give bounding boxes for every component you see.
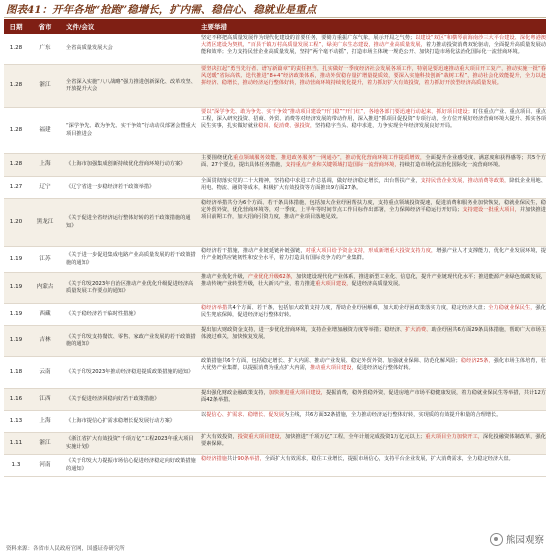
measure-text: 盯住重点产业、重点项目、重点工程，深入研究投资、招商、外贸、消费等对经济发展的带动作用，深入推进“抓项目促投资”专项行动，全方位开展好经济营商环境大提升、抓实各项民生实事，扎实做好就业	[201, 109, 546, 130]
table-row	[4, 455, 546, 477]
row-date: 1.19	[9, 310, 23, 317]
row-doc: 《关于促进全省经济运行整体好转的若干政策措施的通知》	[66, 215, 191, 229]
row-doc: 《关于印发大力提振市场信心促进经济稳定向好政策措施的通知》	[66, 458, 196, 472]
row-date: 1.16	[9, 395, 23, 402]
row-date: 1.28	[9, 82, 23, 89]
highlight-text: 全力稳就业保民生，	[488, 305, 536, 311]
row-measures	[198, 389, 546, 410]
highlight-text: 90条举措，	[237, 456, 265, 462]
row-province: 江西	[39, 395, 51, 402]
measure-text: 提出强化财政金融政策支持，	[201, 390, 269, 396]
header-province: 省市	[38, 23, 52, 31]
measure-text: 全面贯彻落实党的二十大精神，坚持稳中求进工作总基调，做好经济稳定增长，出台帮扶产业，	[201, 178, 421, 184]
table-row	[4, 108, 546, 154]
highlight-text: 提信心、扩需求、稳增长、促发展	[206, 412, 285, 418]
highlight-text: 推动重大项目建设，	[309, 365, 357, 372]
highlight-text: 支持重点产业和关键领域打造国际一流营商环境，	[285, 162, 400, 169]
measure-text: 推动产业优化升级，	[201, 274, 248, 280]
watermark-logo	[490, 532, 544, 546]
row-measures	[198, 34, 546, 64]
highlight-text: 要深入实施科技创新“栽树工程”，	[393, 73, 473, 80]
row-doc: 《关于印发2023年自治区推动产业优化升级促进经济高质量发展工作要点的通知》	[66, 280, 194, 294]
measure-text: 共计	[226, 456, 238, 462]
highlight-text: 支持建设一批重大项目，	[462, 207, 520, 214]
figure-title: 图表41：开年各地“抢跑”稳增长，扩内需、稳信心、稳就业是重点	[6, 4, 317, 16]
table-row	[4, 65, 546, 108]
row-date: 1.28	[9, 161, 23, 168]
measure-text: 持续打造市场化法治化国际化一流营商环境。	[399, 162, 504, 169]
table-body	[4, 34, 546, 477]
measure-text: 降低企业用地、用电、物流、融资等成本，积极扩大有效投资等方面推出9方面27条。	[201, 178, 546, 192]
row-date: 1.27	[9, 183, 23, 190]
row-measures	[198, 199, 546, 246]
measure-text: 稳经济若干措施，推动产业链延链补链强链，	[201, 248, 306, 254]
row-measures	[198, 411, 546, 432]
row-measures	[198, 357, 546, 388]
row-measures	[198, 273, 546, 303]
measure-text: 助企纾困共6方面29条具体措施，帮助广大市场主体渡过难关，加快恢复发展。	[201, 327, 546, 341]
highlight-text: 稳经济措施	[201, 456, 227, 462]
highlight-text: 对重大项目给予资金支持，形成新增重大投资支持力度，	[305, 248, 437, 254]
source-note: 资料来源：各省市人民政府官网，国盛证券研究所	[6, 546, 125, 552]
row-date: 1.3	[11, 461, 21, 468]
highlight-text: 稳经济举措	[201, 305, 228, 311]
row-province: 福建	[39, 126, 51, 133]
measure-text: 促进经济高质量发展。	[351, 281, 404, 288]
measure-text: 着力推动投资消费双轮驱动，全面提升高质量发展动能和效率；全力支持民营企业高质量发展，坚持“两个毫不动摇”，打造市场主体统一规范公开、加快打造市场化法治化国际化一流营商环境。	[201, 42, 546, 56]
table-row	[4, 154, 546, 177]
highlight-text: 加快推进重大项目建设，	[268, 390, 326, 396]
measure-text: 并加快推进项目前期工作，加大招商引资力度，推动产业项目落地见效。	[201, 207, 546, 221]
row-date: 1.19	[9, 284, 23, 291]
row-measures	[198, 108, 546, 153]
row-date: 1.13	[9, 417, 23, 424]
row-doc: 《浙江省扩大有效投资“千项万亿”工程2023年重大项目实施计划》	[66, 436, 194, 450]
row-doc: 《关于稳经济若干临时性措施》	[66, 310, 139, 317]
highlight-text: 重点领域服务效能、推进政务服务“一网通办”，推动优化营商环境工作提质增效，	[233, 155, 426, 161]
measure-text: 政策措施共6个方面，包括稳定增长、扩大内需、推动产业发展、稳定外贸外资、加强就业保障、防范化解风险；	[201, 358, 461, 364]
row-doc: 《关于促进经济回稳向好若干政策措施》	[66, 395, 160, 402]
highlight-text: 稳岗、促消费、强投资，	[258, 123, 316, 130]
row-doc: 《关于印发2023年推动经济稳进提质政策措施的通知》	[66, 368, 194, 375]
measure-text: 全面扩大有效需求，稳住工业增长，提振市场信心，支持平台企业发展，扩大消费需求，全力稳定经济大盘。	[264, 456, 514, 462]
measure-text: 稳经济、	[384, 327, 406, 333]
row-date: 1.28	[9, 45, 23, 52]
row-date: 1.19	[9, 337, 23, 344]
measure-text: 促进经济运行整体好转。	[356, 365, 414, 372]
table-row	[4, 304, 546, 326]
table-row	[4, 433, 546, 455]
measure-text: 提出加大财政资金支持，进一步优化营商环境，支持企业增加融资力度等举措；	[201, 327, 385, 333]
row-doc: 《关于印发支持餐饮、零售、家政产业发展的若干政策措施的通知》	[66, 333, 196, 347]
row-measures	[198, 177, 546, 198]
row-province: 云南	[39, 368, 51, 375]
highlight-text: 重大项目全力加快开工，	[425, 434, 483, 440]
row-province: 西藏	[39, 310, 51, 317]
logo-text: 熊园观察	[505, 535, 544, 546]
row-doc: 《辽宁省进一步稳经济若干政策举措》	[66, 183, 155, 190]
row-doc: 全省高质量发展大会	[66, 45, 113, 52]
title-divider	[4, 17, 546, 18]
measure-text: 提振消费，稳外贸稳外资，促进房地产市场平稳健康发展，着力稳就业保民生等举措，共计12方面42条举措。	[201, 390, 546, 404]
row-province: 内蒙古	[36, 284, 54, 291]
highlight-text: 投资重大项目建设，	[237, 434, 286, 440]
table-row	[4, 247, 546, 273]
row-province: 上海	[39, 417, 51, 424]
row-province: 广东	[39, 45, 51, 52]
row-doc: “深学争先、敢为争先、实干争效”行动动员部署会暨重大项目推进会	[66, 123, 196, 137]
measure-text: 加快推进“千项万亿”工程，全年计划完成投资1万亿元以上；	[285, 434, 426, 440]
row-measures	[198, 154, 546, 176]
measure-text: 扩大有效投资，	[201, 434, 238, 440]
measure-text: 增强产业人才支撑能力，优化产业发展环境，提升产业链供应链韧性和安全水平，着力打造具有国际竞争力的产业集群。	[201, 248, 546, 262]
row-date: 1.19	[9, 255, 23, 262]
row-date: 1.20	[9, 218, 23, 225]
measure-text: 全面提升企业感受度、满意度和获得感等；共5个方面、27个要点，提出具体任务措施，	[201, 155, 546, 169]
row-measures	[198, 65, 546, 107]
highlight-text: 扩大消费、	[405, 327, 432, 333]
measure-text: 坚定不移把高质量发展作为现代化建设的首要任务，要勠力重振广东气象，展示开局之气势；	[201, 35, 416, 41]
logo-icon	[490, 533, 503, 546]
table-header	[4, 19, 546, 34]
header-measures: 主要举措	[201, 23, 227, 31]
measure-text: 以	[201, 412, 207, 418]
highlight-text: 推动社会化效能提升，全力以赴拼经济、稳增长，推动经济运行整体好转，推动营商环境持续优化提升，着力抓好扩大有效投资，着力抓好开放型经济高质量发展。	[201, 73, 546, 87]
measure-text: 强化市场主体培育，壮大优势产业集群，以提振消费为重点扩大内需，	[201, 358, 546, 372]
row-province: 吉林	[39, 337, 51, 344]
row-doc: 《上海市提信心扩需求稳增长促发展行动方案》	[66, 417, 175, 424]
highlight-text: 要以“深学争先、敢为争先、实干争效”推动项目建设“开门稳”“开门红”，各地各部门要迅速行动起来，抓好项目建设；	[201, 109, 473, 115]
row-date: 1.28	[9, 126, 23, 133]
table-row	[4, 357, 546, 389]
row-doc: 全省深入实施“八八战略”强力推进创新深化、改革攻坚、开放提升大会	[66, 78, 196, 92]
row-measures	[198, 304, 546, 325]
policy-table	[4, 19, 546, 477]
row-province: 辽宁	[39, 183, 51, 190]
row-province: 浙江	[39, 82, 51, 89]
highlight-text: 以建设“双区”和横琴前海南沙三大平台建设、深化粤港澳大湾区建设为契机，“百县千镇万村高质量发展工程”，绿美广东生态建设，推动产业高质量发展，	[201, 35, 546, 49]
table-row	[4, 389, 546, 411]
row-date: 1.11	[9, 439, 23, 446]
header-date: 日期	[9, 23, 23, 31]
measure-text: 深化投融资体制改革，强化要素保障。	[201, 434, 546, 448]
row-measures	[198, 433, 546, 454]
row-date: 1.18	[9, 368, 23, 375]
row-doc: 《关于进一步促进集成电路产业高质量发展的若干政策措施的通知》	[66, 252, 196, 266]
table-row	[4, 34, 546, 65]
highlight-text: 产业优化升级62条，	[247, 274, 297, 280]
table-row	[4, 177, 546, 199]
row-province: 上海	[39, 161, 51, 168]
measure-text: 加快建设现代化产业体系，推进新型工业化、信息化，提升产业链现代化水平；推进能源产业绿色低碳发展，推动传统产业转型升级，壮大新兴产业，着力推进	[201, 274, 546, 288]
measure-text: 坚持稳字当头、稳中求进，力争实现全年经济发展良好开局。	[315, 123, 456, 130]
table-row	[4, 199, 546, 247]
highlight-text: 重大项目建设，	[315, 281, 352, 288]
header-doc: 文件/会议	[66, 23, 95, 31]
row-measures	[198, 247, 546, 272]
measure-text: 强化民生兜底保障，促进经济运行整体好转。	[201, 305, 546, 319]
highlight-text: 支持民营企业发展，推动消费等政策，	[420, 178, 510, 184]
measure-text: 主要围绕优化	[201, 155, 233, 161]
row-province: 河南	[39, 461, 51, 468]
highlight-text: 要坚决扛起“勇当先行者、谱写新篇章”的责任担当，扎实做好一季度经济社会发展各项工作，特别是要迅速推动重大项目开工复产，推动实施一批“春风送暖”省际高铁、迭代推进“8+4”经济政策体系，推动外贸稳存量扩增量提质效，	[201, 66, 546, 80]
row-province: 江苏	[39, 255, 51, 262]
table-row	[4, 326, 546, 357]
table-row	[4, 411, 546, 433]
measure-text: 为主线，共6方面32条措施，全力推动经济运行整体好转，实现质的有效提升和量的合理增长。	[284, 412, 502, 418]
row-province: 浙江	[39, 439, 51, 446]
measure-text: 共4个方面、若干条，包括加大政策支持力度，帮助企业纾困解难，加大助企纾困政策落实力度，稳定经济大盘；	[227, 305, 489, 311]
row-doc: 《上海市加强集成创新持续优化营商环境行动方案》	[66, 161, 186, 168]
row-measures	[198, 326, 546, 356]
measure-text: 稳经济举措共分为6个方面、若干条具体措施，包括加大企业纾困帮扶力度，支持重点领域投资提速，促进消费和服务业加快恢复，稳就业保民生，稳定外贸外资，优化营商环境等，对一季度，上半年等时间节点工作目标作出部署，全力保障经济平稳运行开好局；	[201, 200, 546, 214]
row-province: 黑龙江	[36, 218, 54, 225]
row-measures	[198, 455, 546, 476]
table-row	[4, 273, 546, 304]
highlight-text: 稳经济25条，	[460, 358, 494, 364]
